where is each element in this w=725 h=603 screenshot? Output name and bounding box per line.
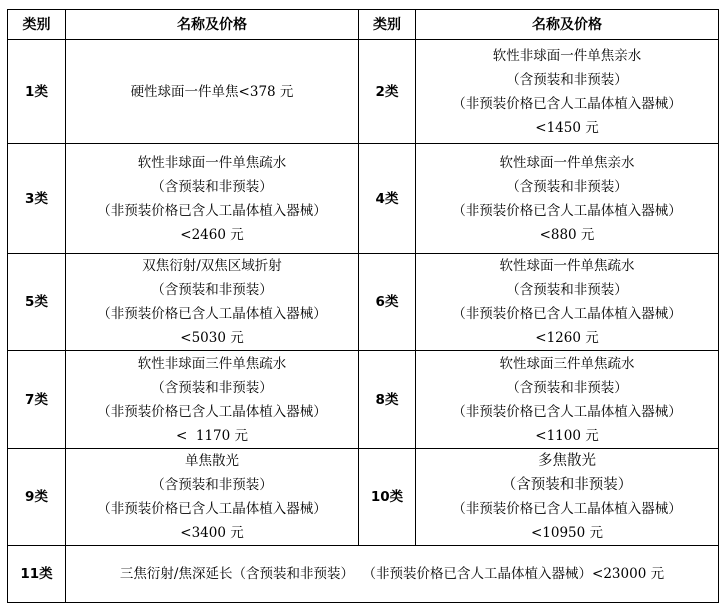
name-price-cell xyxy=(66,254,359,351)
cell-line: <1100 元 xyxy=(535,427,599,444)
cell-line: 软性球面一件单焦亲水 xyxy=(499,154,635,171)
table-row xyxy=(8,546,719,603)
category-cell: 5类 xyxy=(8,254,66,351)
category-cell: 8类 xyxy=(359,351,416,449)
name-price-cell xyxy=(416,449,719,546)
cell-line: <2460 元 xyxy=(180,226,244,243)
table-header-row xyxy=(8,10,719,40)
category-cell: 9类 xyxy=(8,449,66,546)
category-cell: 11类 xyxy=(8,546,66,603)
cell-line: <5030 元 xyxy=(180,330,244,346)
header-category: 类别 xyxy=(359,10,416,40)
header-name-price: 名称及价格 xyxy=(416,10,719,40)
cell-line: （含预装和非预装） xyxy=(151,178,273,195)
cell-line: （含预装和非预装） xyxy=(151,282,273,298)
category-cell: 7类 xyxy=(8,351,66,449)
cell-line: （含预装和非预装） xyxy=(506,178,628,195)
name-price-cell-wide xyxy=(66,546,719,603)
name-price-cell xyxy=(66,40,359,144)
cell-line: 三焦衍射/焦深延长（含预装和非预装） （非预装价格已含人工晶体植入器械）<23000 元 xyxy=(119,566,665,582)
name-price-cell xyxy=(66,351,359,449)
table-row xyxy=(8,449,719,546)
cell-line: （非预装价格已含人工晶体植入器械） xyxy=(452,202,682,219)
lens-price-table xyxy=(7,9,719,603)
cell-line: （非预装价格已含人工晶体植入器械） xyxy=(452,403,682,420)
cell-line: （非预装价格已含人工晶体植入器械） xyxy=(97,202,327,219)
name-price-cell xyxy=(416,254,719,351)
cell-line: <10950 元 xyxy=(530,525,604,541)
category-cell: 4类 xyxy=(359,144,416,254)
cell-line: <1260 元 xyxy=(535,330,599,346)
cell-line: （非预装价格已含人工晶体植入器械） xyxy=(452,95,682,112)
cell-line: （非预装价格已含人工晶体植入器械） xyxy=(452,306,682,322)
cell-line: （非预装价格已含人工晶体植入器械） xyxy=(97,501,327,517)
name-price-cell xyxy=(416,144,719,254)
name-price-cell xyxy=(66,449,359,546)
cell-line: （非预装价格已含人工晶体植入器械） xyxy=(97,403,327,420)
cell-line: 软性非球面三件单焦疏水 xyxy=(137,355,287,372)
cell-line: 软性球面一件单焦疏水 xyxy=(499,258,635,274)
cell-line: （含预装和非预装） xyxy=(506,71,628,88)
category-cell: 3类 xyxy=(8,144,66,254)
cell-line: （含预装和非预装） xyxy=(506,379,628,396)
name-price-cell xyxy=(66,144,359,254)
cell-line: 软性非球面一件单焦疏水 xyxy=(137,154,287,171)
cell-line: 软性球面三件单焦疏水 xyxy=(499,355,635,372)
cell-line: <880 元 xyxy=(539,226,595,243)
header-category: 类别 xyxy=(8,10,66,40)
cell-line: 硬性球面一件单焦<378 元 xyxy=(130,83,294,100)
table-row xyxy=(8,254,719,351)
table-row xyxy=(8,144,719,254)
table-row xyxy=(8,40,719,144)
category-cell: 10类 xyxy=(359,449,416,546)
cell-line: 双焦衍射/双焦区域折射 xyxy=(142,258,282,274)
name-price-cell xyxy=(416,351,719,449)
cell-line: （含预装和非预装） xyxy=(151,379,273,396)
cell-line: <1450 元 xyxy=(535,119,599,136)
cell-line: （含预装和非预装） xyxy=(501,477,633,493)
cell-line: < 1170 元 xyxy=(175,427,249,444)
cell-line: （非预装价格已含人工晶体植入器械） xyxy=(452,501,682,517)
category-cell: 1类 xyxy=(8,40,66,144)
name-price-cell xyxy=(416,40,719,144)
header-name-price: 名称及价格 xyxy=(66,10,359,40)
cell-line: （含预装和非预装） xyxy=(151,477,273,493)
cell-line: （非预装价格已含人工晶体植入器械） xyxy=(97,306,327,322)
category-cell: 2类 xyxy=(359,40,416,144)
cell-line: （含预装和非预装） xyxy=(506,282,628,298)
table-row xyxy=(8,351,719,449)
cell-line: 单焦散光 xyxy=(185,453,239,469)
cell-line: <3400 元 xyxy=(180,525,244,541)
category-cell: 6类 xyxy=(359,254,416,351)
cell-line: 多焦散光 xyxy=(538,453,596,469)
cell-line: 软性非球面一件单焦亲水 xyxy=(492,47,642,64)
